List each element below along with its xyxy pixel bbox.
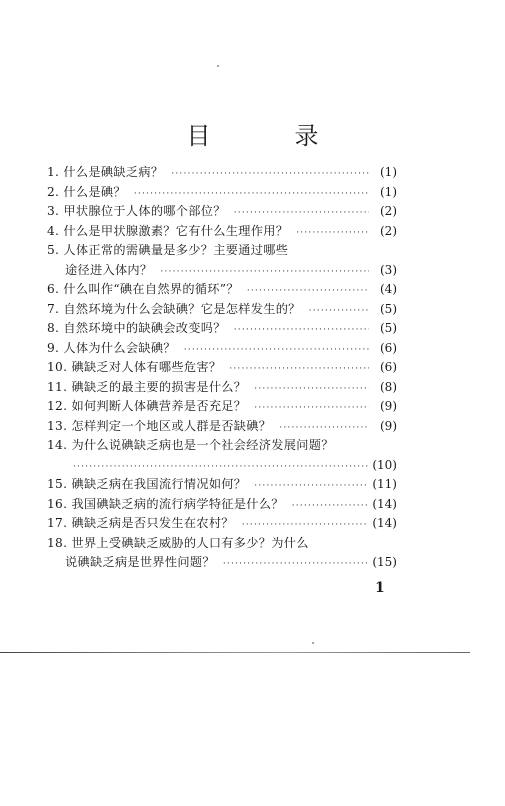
toc-page-ref: (9) [380, 418, 397, 433]
toc-page-ref: (14) [372, 516, 397, 530]
dot-leader [296, 224, 369, 244]
toc-entry [47, 475, 397, 495]
toc-entry-title: 12. 如何判断人体碘营养是否充足？ [47, 399, 247, 413]
dot-leader [229, 360, 369, 380]
toc-page-ref: (1) [380, 165, 397, 179]
toc-entry-title: 11. 碘缺乏的最主要的损害是什么？ [47, 379, 247, 394]
toc-line [47, 417, 397, 439]
toc-line [47, 456, 397, 478]
toc-entry [47, 339, 397, 359]
toc-page-ref: (11) [372, 477, 397, 491]
toc-line [47, 553, 397, 575]
toc-page-ref: (9) [380, 399, 397, 413]
toc-line [47, 202, 397, 224]
toc-page-ref: (2) [380, 223, 397, 238]
toc-page-ref: (6) [380, 340, 397, 355]
toc-entry-title: 10. 碘缺乏对人体有哪些危害？ [47, 360, 222, 374]
toc-line [47, 378, 397, 400]
toc-line [47, 514, 397, 536]
toc-entry-title: 16. 我国碘缺乏病的流行病学特征是什么？ [47, 496, 284, 511]
toc-line [47, 495, 397, 517]
toc-line [47, 222, 397, 244]
toc-entry [47, 300, 397, 320]
toc-entry [47, 417, 397, 437]
toc-entry-title: 18. 世界上受碘缺乏威胁的人口有多少？为什么 [47, 535, 309, 550]
toc-line [47, 534, 397, 554]
toc-entry [47, 358, 397, 378]
dot-leader [223, 555, 369, 575]
toc-page-ref: (3) [380, 262, 397, 277]
toc-entry [47, 163, 397, 183]
toc-page-ref: (2) [380, 204, 397, 218]
toc-line [47, 261, 397, 283]
scan-speck [312, 642, 314, 644]
toc-line [47, 300, 397, 322]
page-title: 目 录 [186, 122, 349, 151]
toc-entry [47, 397, 397, 417]
dot-leader [254, 399, 369, 419]
scan-speck [217, 65, 219, 67]
toc-entry-title: 14. 为什么说碘缺乏病也是一个社会经济发展问题？ [47, 438, 334, 452]
toc-entry-title: 4. 什么是甲状腺激素？它有什么生理作用？ [47, 223, 289, 238]
toc-entry [47, 378, 397, 398]
toc-entry-title: 2. 什么是碘？ [47, 184, 126, 199]
toc-page-ref: (4) [380, 282, 397, 296]
toc-page-ref: (15) [372, 555, 397, 569]
toc-entry [47, 183, 397, 203]
toc-entry-title: 13. 怎样判定一个地区或人群是否缺碘？ [47, 418, 272, 433]
toc-entry-title: 17. 碘缺乏病是否只发生在农村？ [47, 516, 234, 530]
toc-entry [47, 202, 397, 222]
toc-page-ref: (14) [372, 496, 397, 511]
dot-leader [292, 497, 369, 517]
toc-page-ref: (6) [380, 360, 397, 374]
toc-entry-title: 1. 什么是碘缺乏病？ [47, 165, 164, 179]
dot-leader [309, 302, 369, 322]
toc-line [47, 319, 397, 341]
toc-line [47, 339, 397, 361]
toc-entry [47, 319, 397, 339]
toc-line [47, 183, 397, 205]
toc-entry-title: 3. 甲状腺位于人体的哪个部位？ [47, 204, 226, 218]
toc-entry [47, 514, 397, 534]
toc-entry-title: 8. 自然环境中的缺碘会改变吗？ [47, 321, 226, 335]
toc-page-ref: (8) [380, 379, 397, 394]
toc-line [47, 475, 397, 497]
toc-entry-title: 15. 碘缺乏病在我国流行情况如何？ [47, 477, 247, 491]
dot-leader [254, 380, 369, 400]
dot-leader [171, 165, 369, 185]
toc-entry-continuation: 途径进入体内？ [65, 262, 153, 277]
toc-line [47, 163, 397, 185]
toc-line [47, 397, 397, 419]
toc-entry-title: 9. 人体为什么会缺碘？ [47, 340, 176, 355]
toc-entry-title: 5. 人体正常的需碘量是多少？主要通过哪些 [47, 243, 289, 257]
toc-entry-continuation: 说碘缺乏病是世界性问题？ [65, 555, 215, 569]
toc-entry [47, 436, 397, 475]
toc-page-ref: (10) [372, 457, 397, 472]
toc-page-ref: (5) [380, 301, 397, 316]
toc-entry [47, 495, 397, 515]
toc-entry [47, 222, 397, 242]
toc-entry-title: 7. 自然环境为什么会缺碘？它是怎样发生的？ [47, 301, 301, 316]
toc-line [47, 358, 397, 380]
toc-entry-title: 6. 什么叫作“碘在自然界的循环”？ [47, 282, 239, 296]
bottom-rule [0, 652, 470, 653]
toc-line [47, 436, 397, 456]
toc-page-ref: (5) [380, 321, 397, 335]
page-number: 1 [375, 580, 385, 596]
toc-entry [47, 241, 397, 280]
toc-page-ref: (1) [380, 184, 397, 199]
dot-leader [234, 321, 369, 341]
toc-line [47, 241, 397, 261]
toc-entry [47, 280, 397, 300]
table-of-contents [47, 163, 397, 573]
toc-line [47, 280, 397, 302]
toc-entry [47, 534, 397, 573]
